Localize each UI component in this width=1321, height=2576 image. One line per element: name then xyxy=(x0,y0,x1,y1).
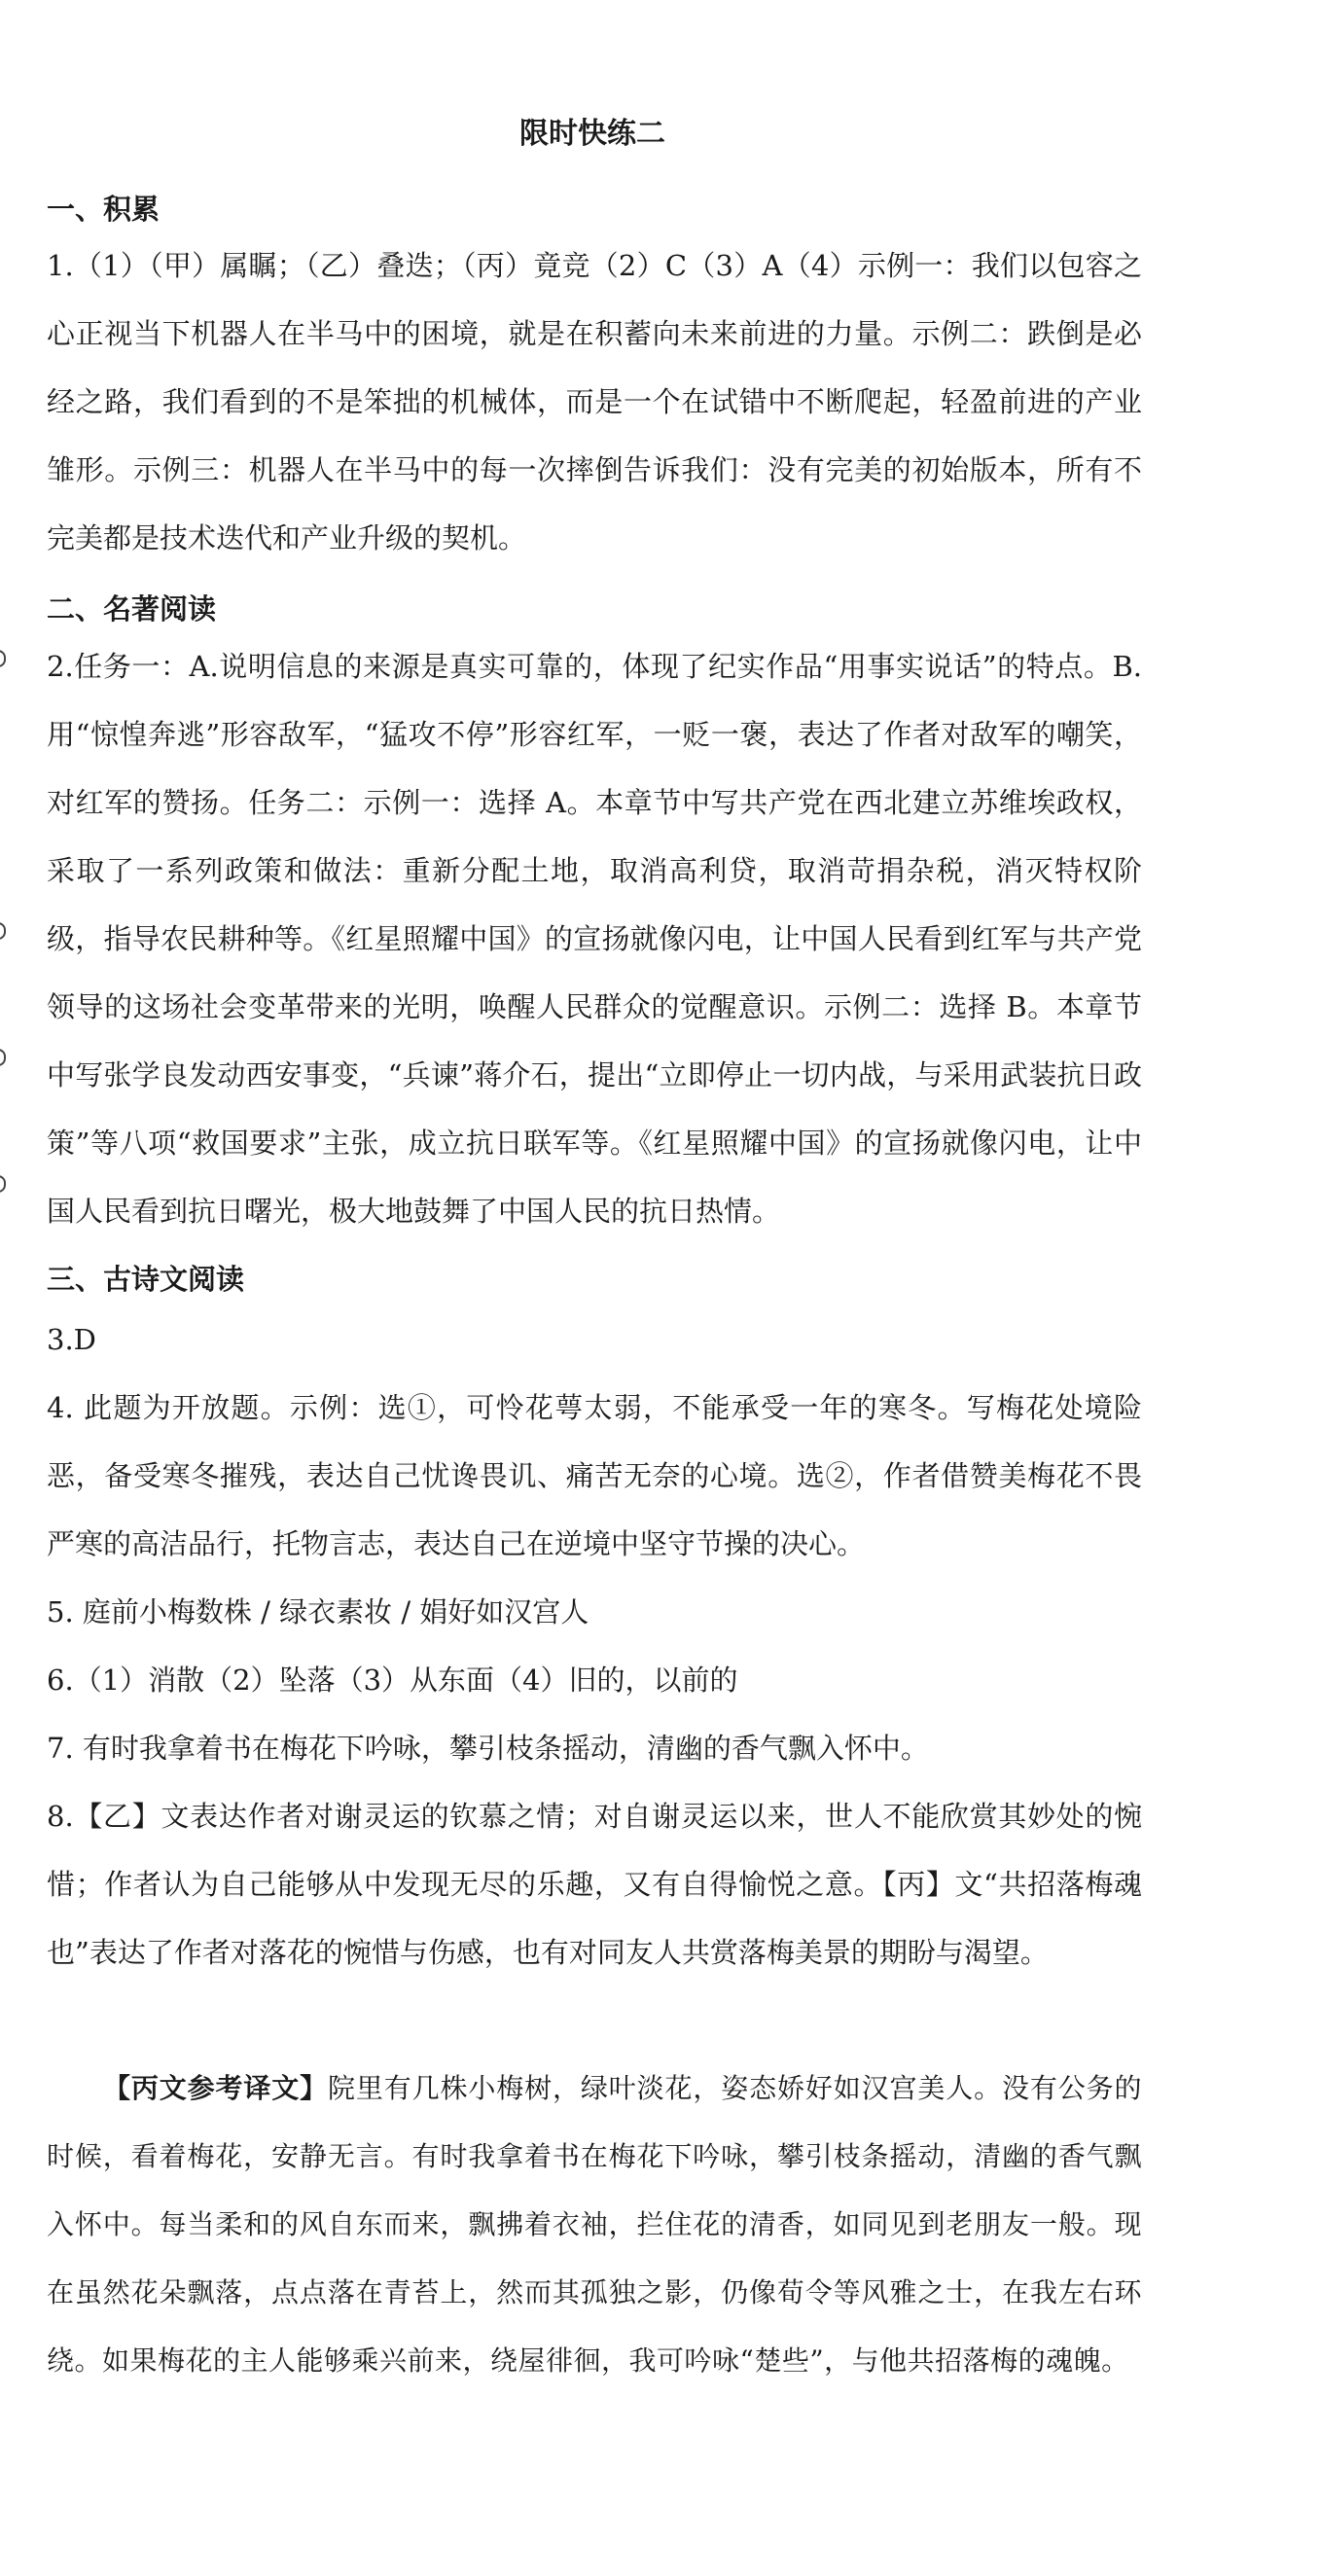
binding-mark xyxy=(0,922,6,940)
binding-mark xyxy=(0,650,6,667)
answer-q6: 6.（1）消散（2）坠落（3）从东面（4）旧的，以前的 xyxy=(47,1664,738,1697)
section-heading-classical-poetry: 三、古诗文阅读 xyxy=(47,1263,245,1296)
answer-q5: 5. 庭前小梅数株 / 绿衣素妆 / 娟好如汉宫人 xyxy=(47,1595,589,1628)
section-heading-accumulation: 一、积累 xyxy=(47,193,161,226)
answer-q3: 3.D xyxy=(47,1323,96,1356)
answer-q2: 2.任务一：A.说明信息的来源是真实可靠的，体现了纪实作品“用事实说话”的特点。B.用“惊惶奔逃”形容敌军，“猛攻不停”形容红军，一贬一褒，表达了作者对敌军的嘲笑，对红军的赞扬。任务二：示例一：选择 A。本章节中写共产党在西北建立苏维埃政权，采取了一系列政策和做法：重新分配土地，取消高利贷，取消苛捐杂税，消灭特权阶级，指导农民耕种等。《红星照耀中国》的宣扬就像闪电，让中国人民看到红军与共产党领导的这场社会变革带来的光明，唤醒人民群众的觉醒意识。示例二：选择 B。本章节中写张学良发动西安事变，“兵谏”蒋介石，提出“立即停止一切内战，与采用武装抗日政策”等八项“救国要求”主张，成立抗日联军等。《红星照耀中国》的宣扬就像闪电，让中国人民看到抗日曙光，极大地鼓舞了中国人民的抗日热情。 xyxy=(47,650,1142,1228)
answer-q4: 4. 此题为开放题。示例：选①，可怜花萼太弱，不能承受一年的寒冬。写梅花处境险恶，备受寒冬摧残，表达自己忧谗畏讥、痛苦无奈的心境。选②，作者借赞美梅花不畏严寒的高洁品行，托物言志，表达自己在逆境中坚守节操的决心。 xyxy=(47,1391,1142,1560)
binding-mark xyxy=(0,1175,6,1193)
page-title: 限时快练二 xyxy=(519,117,665,151)
translation-text: 院里有几株小梅树，绿叶淡花，姿态娇好如汉宫美人。没有公务的时候，看着梅花，安静无言。有时我拿着书在梅花下吟咏，攀引枝条摇动，清幽的香气飘入怀中。每当柔和的风自东而来，飘拂着衣袖，拦住花的清香，如同见到老朋友一般。现在虽然花朵飘落，点点落在青苔上，然而其孤独之影，仍像荀令等风雅之士，在我左右环绕。如果梅花的主人能够乘兴前来，绕屋徘徊，我可吟咏“楚些”，与他共招落梅的魂魄。 xyxy=(47,2072,1142,2377)
binding-mark xyxy=(0,1049,6,1066)
translation-label: 【丙文参考译文】 xyxy=(103,2072,328,2104)
answer-q7: 7. 有时我拿着书在梅花下吟咏，攀引枝条摇动，清幽的香气飘入怀中。 xyxy=(47,1732,929,1765)
answer-q1: 1.（1）（甲）属瞩；（乙）叠迭；（丙）竟竞（2）C（3）A（4）示例一：我们以包容之心正视当下机器人在半马中的困境，就是在积蓄向未来前进的力量。示例二：跌倒是必经之路，我们看到的不是笨拙的机械体，而是一个在试错中不断爬起，轻盈前进的产业雏形。示例三：机器人在半马中的每一次摔倒告诉我们：没有完美的初始版本，所有不完美都是技术迭代和产业升级的契机。 xyxy=(47,249,1142,555)
translation-block xyxy=(47,2055,1142,2395)
answer-q8: 8.【乙】文表达作者对谢灵运的钦慕之情；对自谢灵运以来，世人不能欣赏其妙处的惋惜；作者认为自己能够从中发现无尽的乐趣，又有自得愉悦之意。【丙】文“共招落梅魂也”表达了作者对落花的惋惜与伤感，也有对同友人共赏落梅美景的期盼与渴望。 xyxy=(47,1800,1142,1969)
section-heading-classics-reading: 二、名著阅读 xyxy=(47,592,217,626)
